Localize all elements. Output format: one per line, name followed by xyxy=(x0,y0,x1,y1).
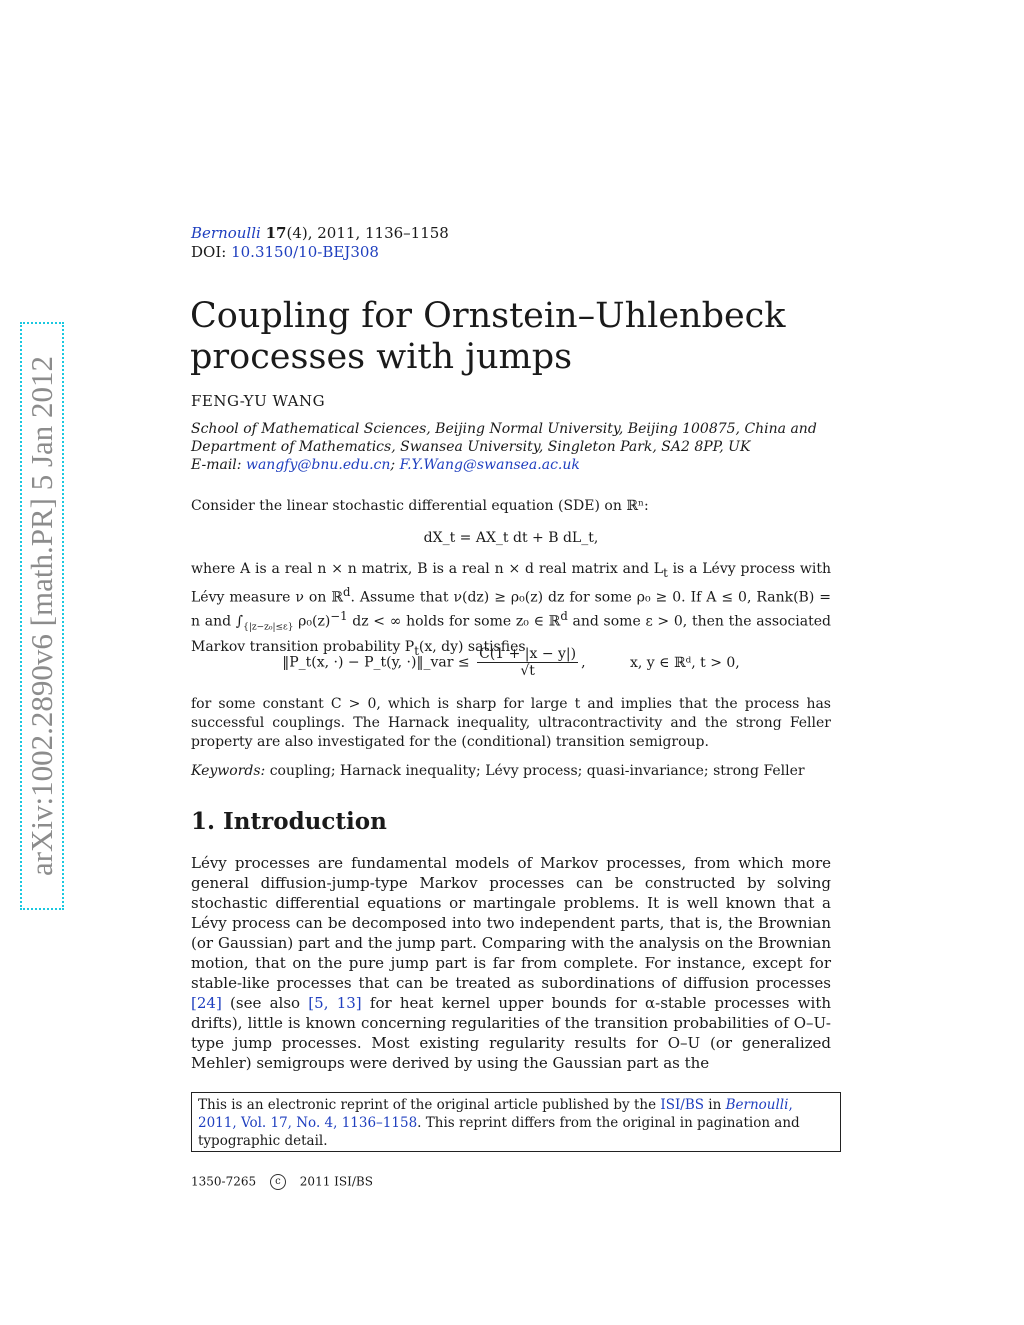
paper-title: Coupling for Ornstein–Uhlenbeck processes with jumps xyxy=(190,296,786,377)
issn: 1350-7265 xyxy=(191,1174,257,1189)
inequality-denominator: √t xyxy=(520,663,535,679)
journal-volume: 17 xyxy=(265,224,287,242)
journal-name-link[interactable]: Bernoulli xyxy=(191,224,261,242)
doi-link[interactable]: 10.3150/10-BEJ308 xyxy=(231,243,379,261)
copyright-icon: c xyxy=(270,1174,286,1190)
journal-citation xyxy=(191,224,449,262)
citation-link-24[interactable]: [24] xyxy=(191,994,222,1012)
isi-bs-link[interactable]: ISI/BS xyxy=(660,1097,704,1113)
arxiv-id: arXiv:1002.2890v6 [math.PR] 5 Jan 2012 xyxy=(24,355,59,877)
email-separator: ; xyxy=(390,457,396,473)
footer-issn xyxy=(191,1174,373,1190)
abstract-intro: Consider the linear stochastic differential equation (SDE) on ℝⁿ: xyxy=(191,498,649,514)
section-heading-introduction: 1. Introduction xyxy=(191,808,387,835)
citation-link-5-13[interactable]: [5, 13] xyxy=(308,994,362,1012)
journal-issue: (4), 2011, 1136–1158 xyxy=(286,224,449,242)
keywords-label: Keywords: xyxy=(191,763,266,779)
author-name: FENG-YU WANG xyxy=(191,392,326,410)
reprint-citation-link[interactable]: 2011, Vol. 17, No. 4, 1136–1158 xyxy=(198,1115,418,1131)
inequality-lhs: ‖P_t(x, ·) − P_t(y, ·)‖_var ≤ xyxy=(282,654,470,671)
inequality-condition: x, y ∈ ℝᵈ, t > 0, xyxy=(630,654,740,671)
affiliation-text: School of Mathematical Sciences, Beijing Normal University, Beijing 100875, China and Department of Mathematics, Swansea University, Singleton Park, SA2 8PP, UK xyxy=(191,421,817,455)
keywords xyxy=(191,762,831,781)
email-link-1[interactable]: wangfy@bnu.edu.cn xyxy=(245,457,391,473)
email-link-2[interactable]: F.Y.Wang@swansea.ac.uk xyxy=(399,457,580,473)
affiliation xyxy=(191,420,831,474)
copyright-year: 2011 ISI/BS xyxy=(299,1174,373,1189)
inequality-numerator: C(1 + |x − y|) xyxy=(479,646,577,662)
reprint-journal-link[interactable]: Bernoulli xyxy=(725,1097,789,1113)
reprint-notice-box: This is an electronic reprint of the original article published by the ISI/BS in Bernoulli, 2011, Vol. 17, No. 4, 1136–1158. This reprint differs from the original in pagination and typographic detail. xyxy=(191,1092,841,1152)
sde-equation: dX_t = AX_t dt + B dL_t, xyxy=(423,530,599,546)
inequality-fraction xyxy=(477,646,578,679)
arxiv-stamp[interactable] xyxy=(20,322,64,910)
abstract-paragraph-3: for some constant C > 0, which is sharp for large t and implies that the process has successful couplings. The Harnack inequality, ultracontractivity and the strong Feller property are also investigated for the (conditional) transition semigroup. xyxy=(191,696,831,750)
coupling-inequality: ‖P_t(x, ·) − P_t(y, ·)‖_var ≤ $\frac{C(1 + |x - y|)}{√t}$ , x, y ∈ ℝᵈ, t > 0, xyxy=(282,646,740,679)
email-label: E-mail: xyxy=(191,457,242,473)
introduction-text: Lévy processes are fundamental models of Markov processes, from which more general diffusion-jump-type Markov processes can be constructed by solving stochastic differential equations or martingale problems. It is well known that a Lévy process can be decomposed into two independent parts, that is, the Brownian (or Gaussian) part and the jump part. Comparing with the analysis on the Brownian motion, that on the pure jump part is far from complete. For instance, except for stable-like processes that can be treated as subordinations of diffusion processes [24] (see also [5, 13] for heat kernel upper bounds for α-stable processes with drifts), little is known concerning regularities of the transition probabilities of O–U-type jump processes. Most existing regularity results for O–U (or generalized Mehler) semigroups were derived by using the Gaussian part as the xyxy=(191,854,832,1072)
keywords-list: coupling; Harnack inequality; Lévy process; quasi-invariance; strong Feller xyxy=(269,763,805,779)
doi-label: DOI: xyxy=(191,243,227,261)
abstract-paragraph-2: where A is a real n × n matrix, B is a real n × d real matrix and $L_t$ is a Lévy process with Lévy measure ν on ℝ$^d$. Assume that ν(dz) ≥ ρ₀(z) dz for some ρ₀ ≥ 0. If A ≤ 0, Rank(B) = n and $\int_{\{|z-z_0|\le\varepsilon\}}$ $\rho_0(z)^{-1}$ dz < ∞ holds for some z₀ ∈ ℝ$^d$ and some ε > 0, then the associated Markov transition probability $P_t(x$, dy) satisfies xyxy=(191,561,831,658)
